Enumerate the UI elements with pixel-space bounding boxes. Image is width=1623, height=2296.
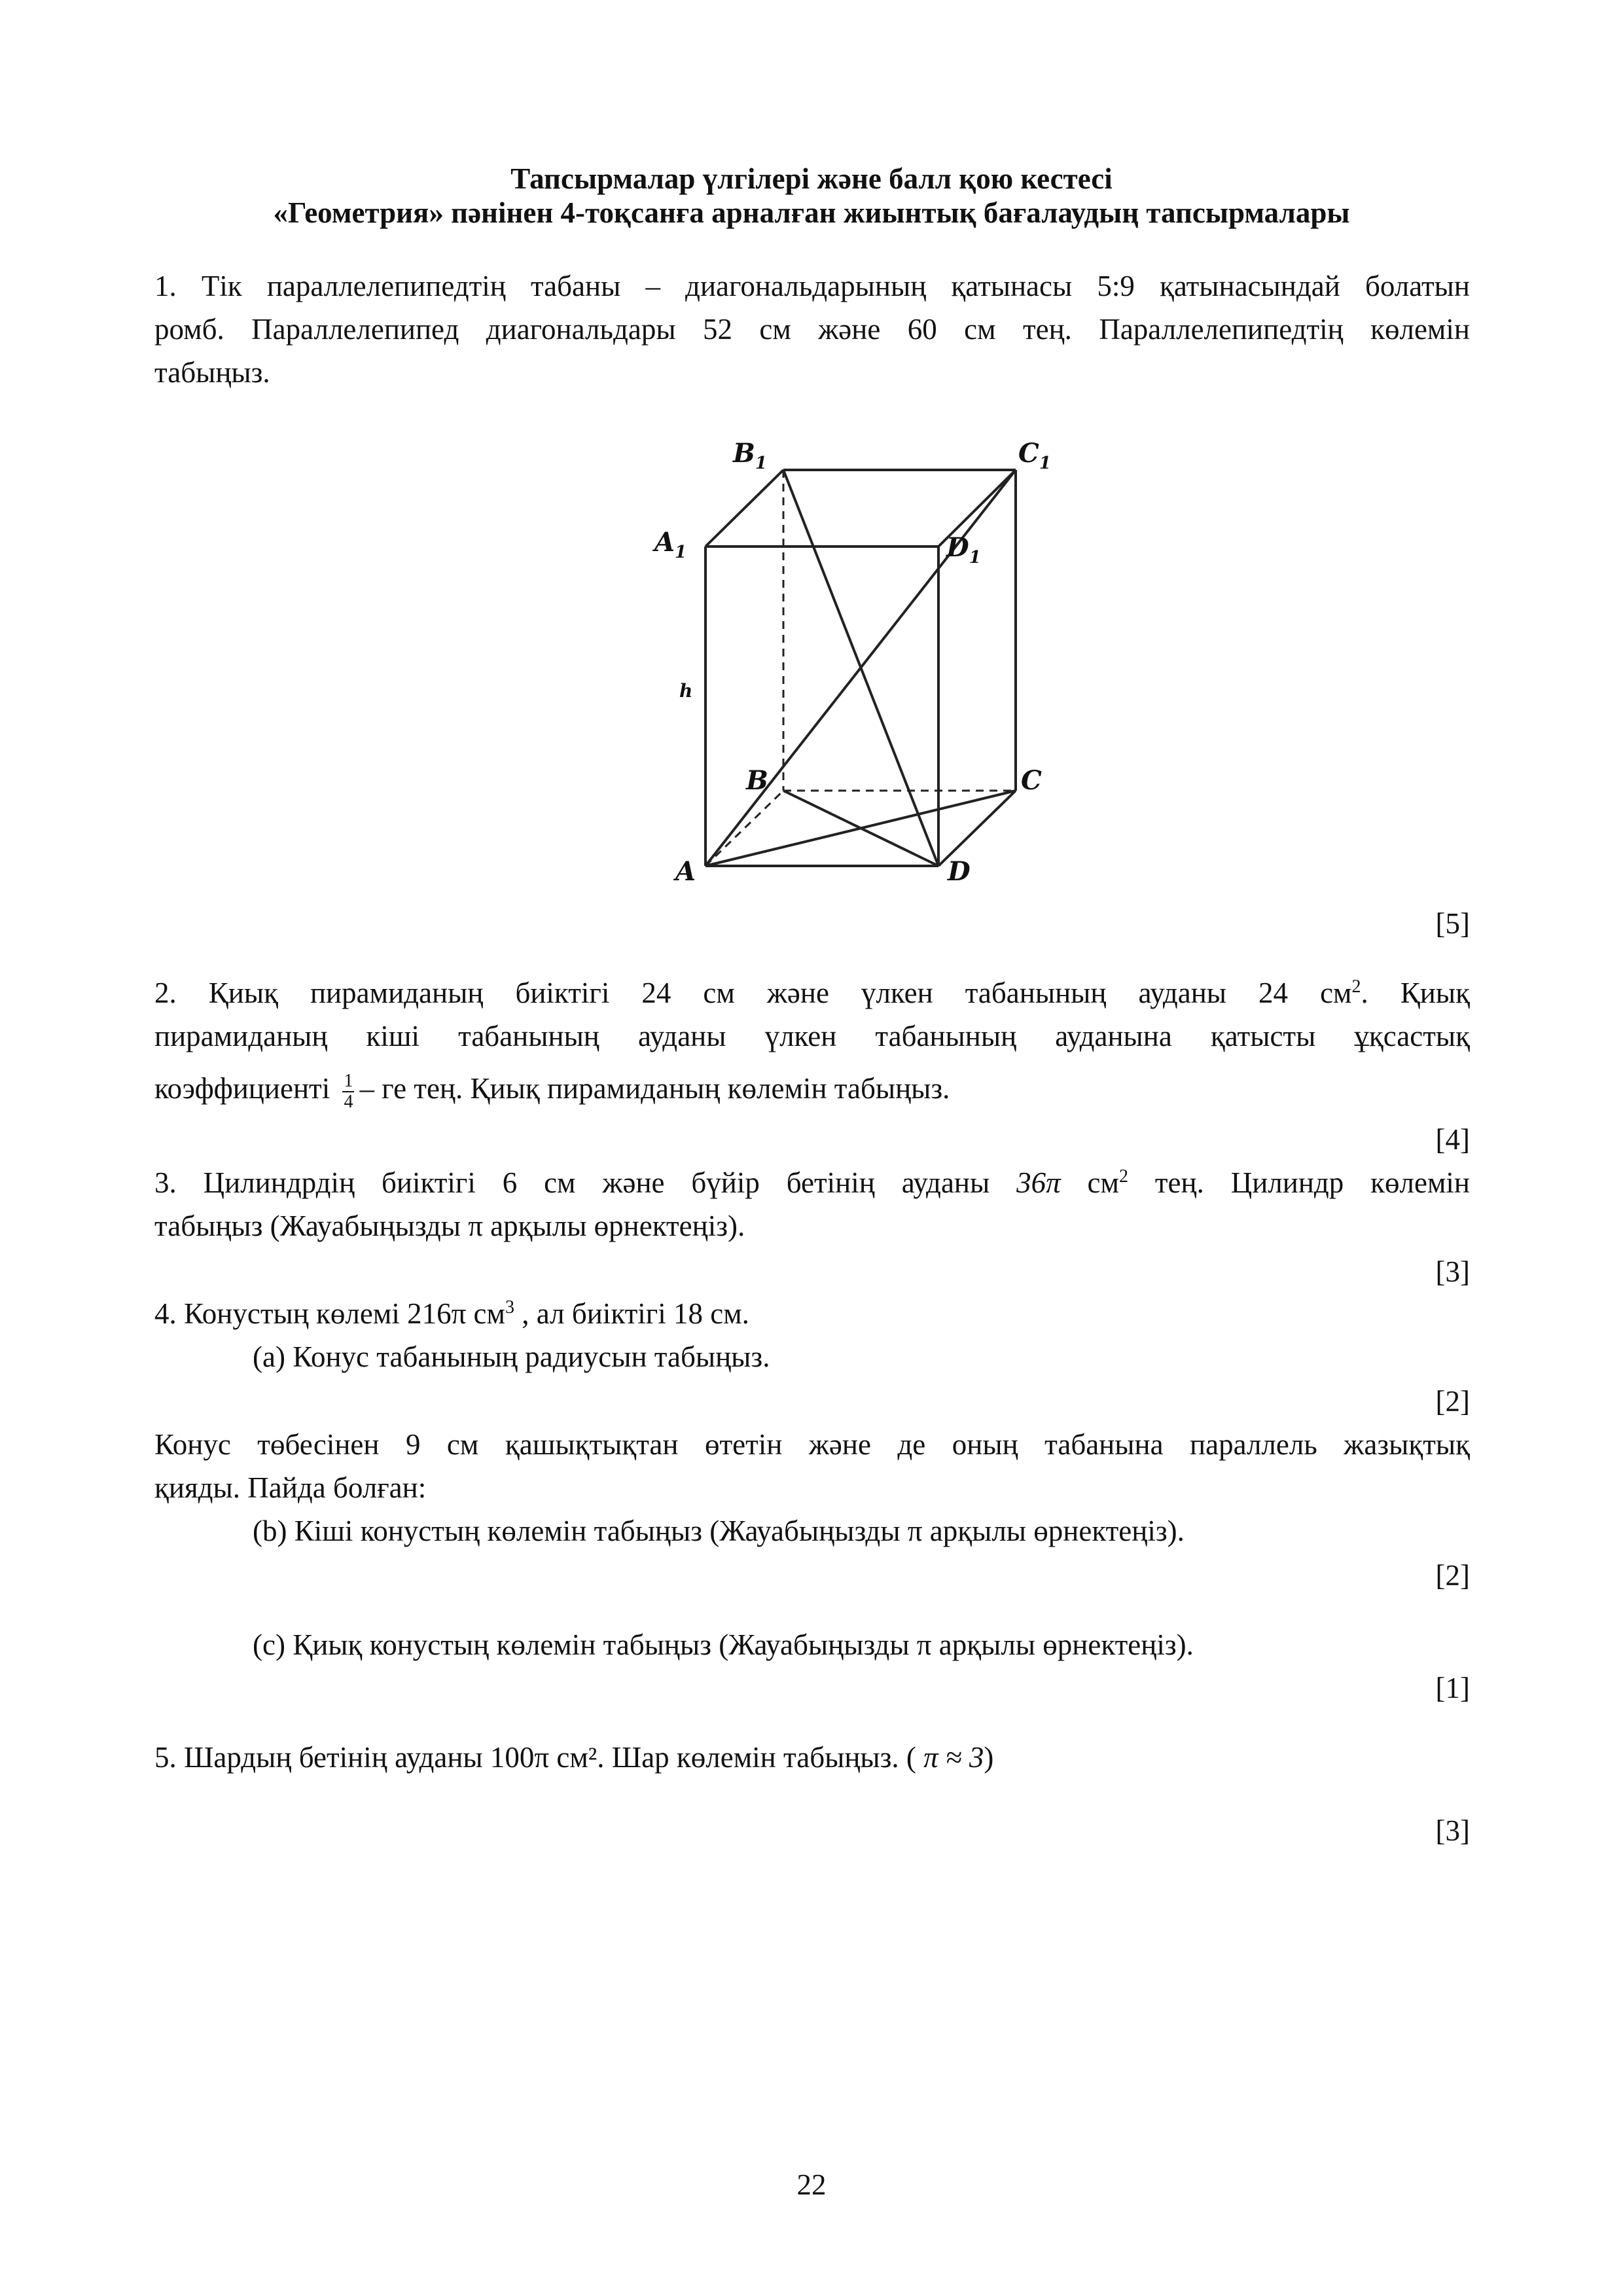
task3-score: [3]	[1435, 1255, 1470, 1288]
task3-line2: табыңыз (Жауабыңызды π арқылы өрнектеңіз).	[154, 1210, 745, 1242]
task4-part-b: (b) Кіші конустың көлемін табыңыз (Жауабыңызды π арқылы өрнектеңіз).	[253, 1515, 1185, 1547]
edge-a1b1	[705, 470, 783, 547]
label-a1: $A_1$	[654, 527, 687, 562]
task5-line1: 5. Шардың бетінің ауданы 100π см². Шар көлемін табыңыз. ( π ≈ 3)	[154, 1741, 994, 1774]
task4-part-a: (a) Конус табанының радиусын табыңыз.	[253, 1340, 770, 1373]
task2-score: [4]	[1435, 1123, 1470, 1156]
task4-part-c: (c) Қиық конустың көлемін табыңыз (Жауабыңызды π арқылы өрнектеңіз).	[253, 1628, 1194, 1661]
base-diagonal-bd	[783, 791, 938, 866]
task2-line2: пирамиданың кіші табанының ауданы үлкен табанының ауданына қатысты ұқсастық	[154, 1020, 1470, 1052]
task5-score: [3]	[1435, 1814, 1470, 1847]
label-d1: $D_1$	[946, 532, 981, 567]
task1-line3: табыңыз.	[154, 356, 270, 389]
task2-line1: 2. Қиық пирамиданың биіктігі 24 см және үлкен табанының ауданы 24 $см^2$. Қиық	[154, 977, 1470, 1009]
task4c-score: [1]	[1435, 1672, 1470, 1704]
parallelepiped-figure	[641, 425, 1073, 897]
label-c1: $C_1$	[1018, 438, 1051, 473]
label-a: A	[675, 856, 696, 887]
task2-line3: коэффициенті $\frac{1}{4}$ – ге тең. Қиық пирамиданың көлемін табыңыз.	[154, 1070, 950, 1112]
label-b: B	[746, 765, 768, 796]
task4-para2: қияды. Пайда болған:	[154, 1471, 427, 1504]
page-number: 22	[796, 2168, 827, 2201]
task1-line2: ромб. Параллелепипед диагональдары 52 см және 60 см тең. Параллелепипедтің көлемін	[154, 313, 1470, 346]
page-title: Тапсырмалар үлгілері және балл қою кестесі	[510, 162, 1113, 195]
task1-line1: 1. Тік параллелепипедтің табаны – диагональдарының қатынасы 5:9 қатынасындай болатын	[154, 270, 1470, 302]
task3-line1: 3. Цилиндрдің биіктігі 6 см және бүйір бетінің ауданы 36π $см^2$ тең. Цилиндр көлемін	[154, 1166, 1471, 1199]
label-c: C	[1021, 765, 1042, 796]
task4-line1: 4. Конустың көлемі 216π $см^3$ , ал биіктігі 18 см.	[154, 1297, 749, 1330]
task1-score: [5]	[1435, 907, 1470, 940]
label-h: h	[679, 680, 693, 702]
task4a-score: [2]	[1435, 1385, 1470, 1418]
edge-ab-hidden	[705, 791, 783, 866]
task4b-score: [2]	[1435, 1559, 1470, 1592]
page-subtitle: «Геометрия» пәнінен 4-тоқсанға арналған жиынтық бағалаудың тапсырмалары	[273, 196, 1350, 229]
edge-dc	[938, 791, 1016, 866]
label-d: D	[948, 856, 971, 887]
diagonal-b1d	[783, 470, 938, 866]
label-b1: $B_1$	[733, 438, 767, 473]
fraction-one-quarter: $\frac{1}{4}$	[344, 1070, 353, 1112]
task4-para1: Конус төбесінен 9 см қашықтықтан өтетін және де оның табанына параллель жазықтық	[154, 1428, 1470, 1461]
